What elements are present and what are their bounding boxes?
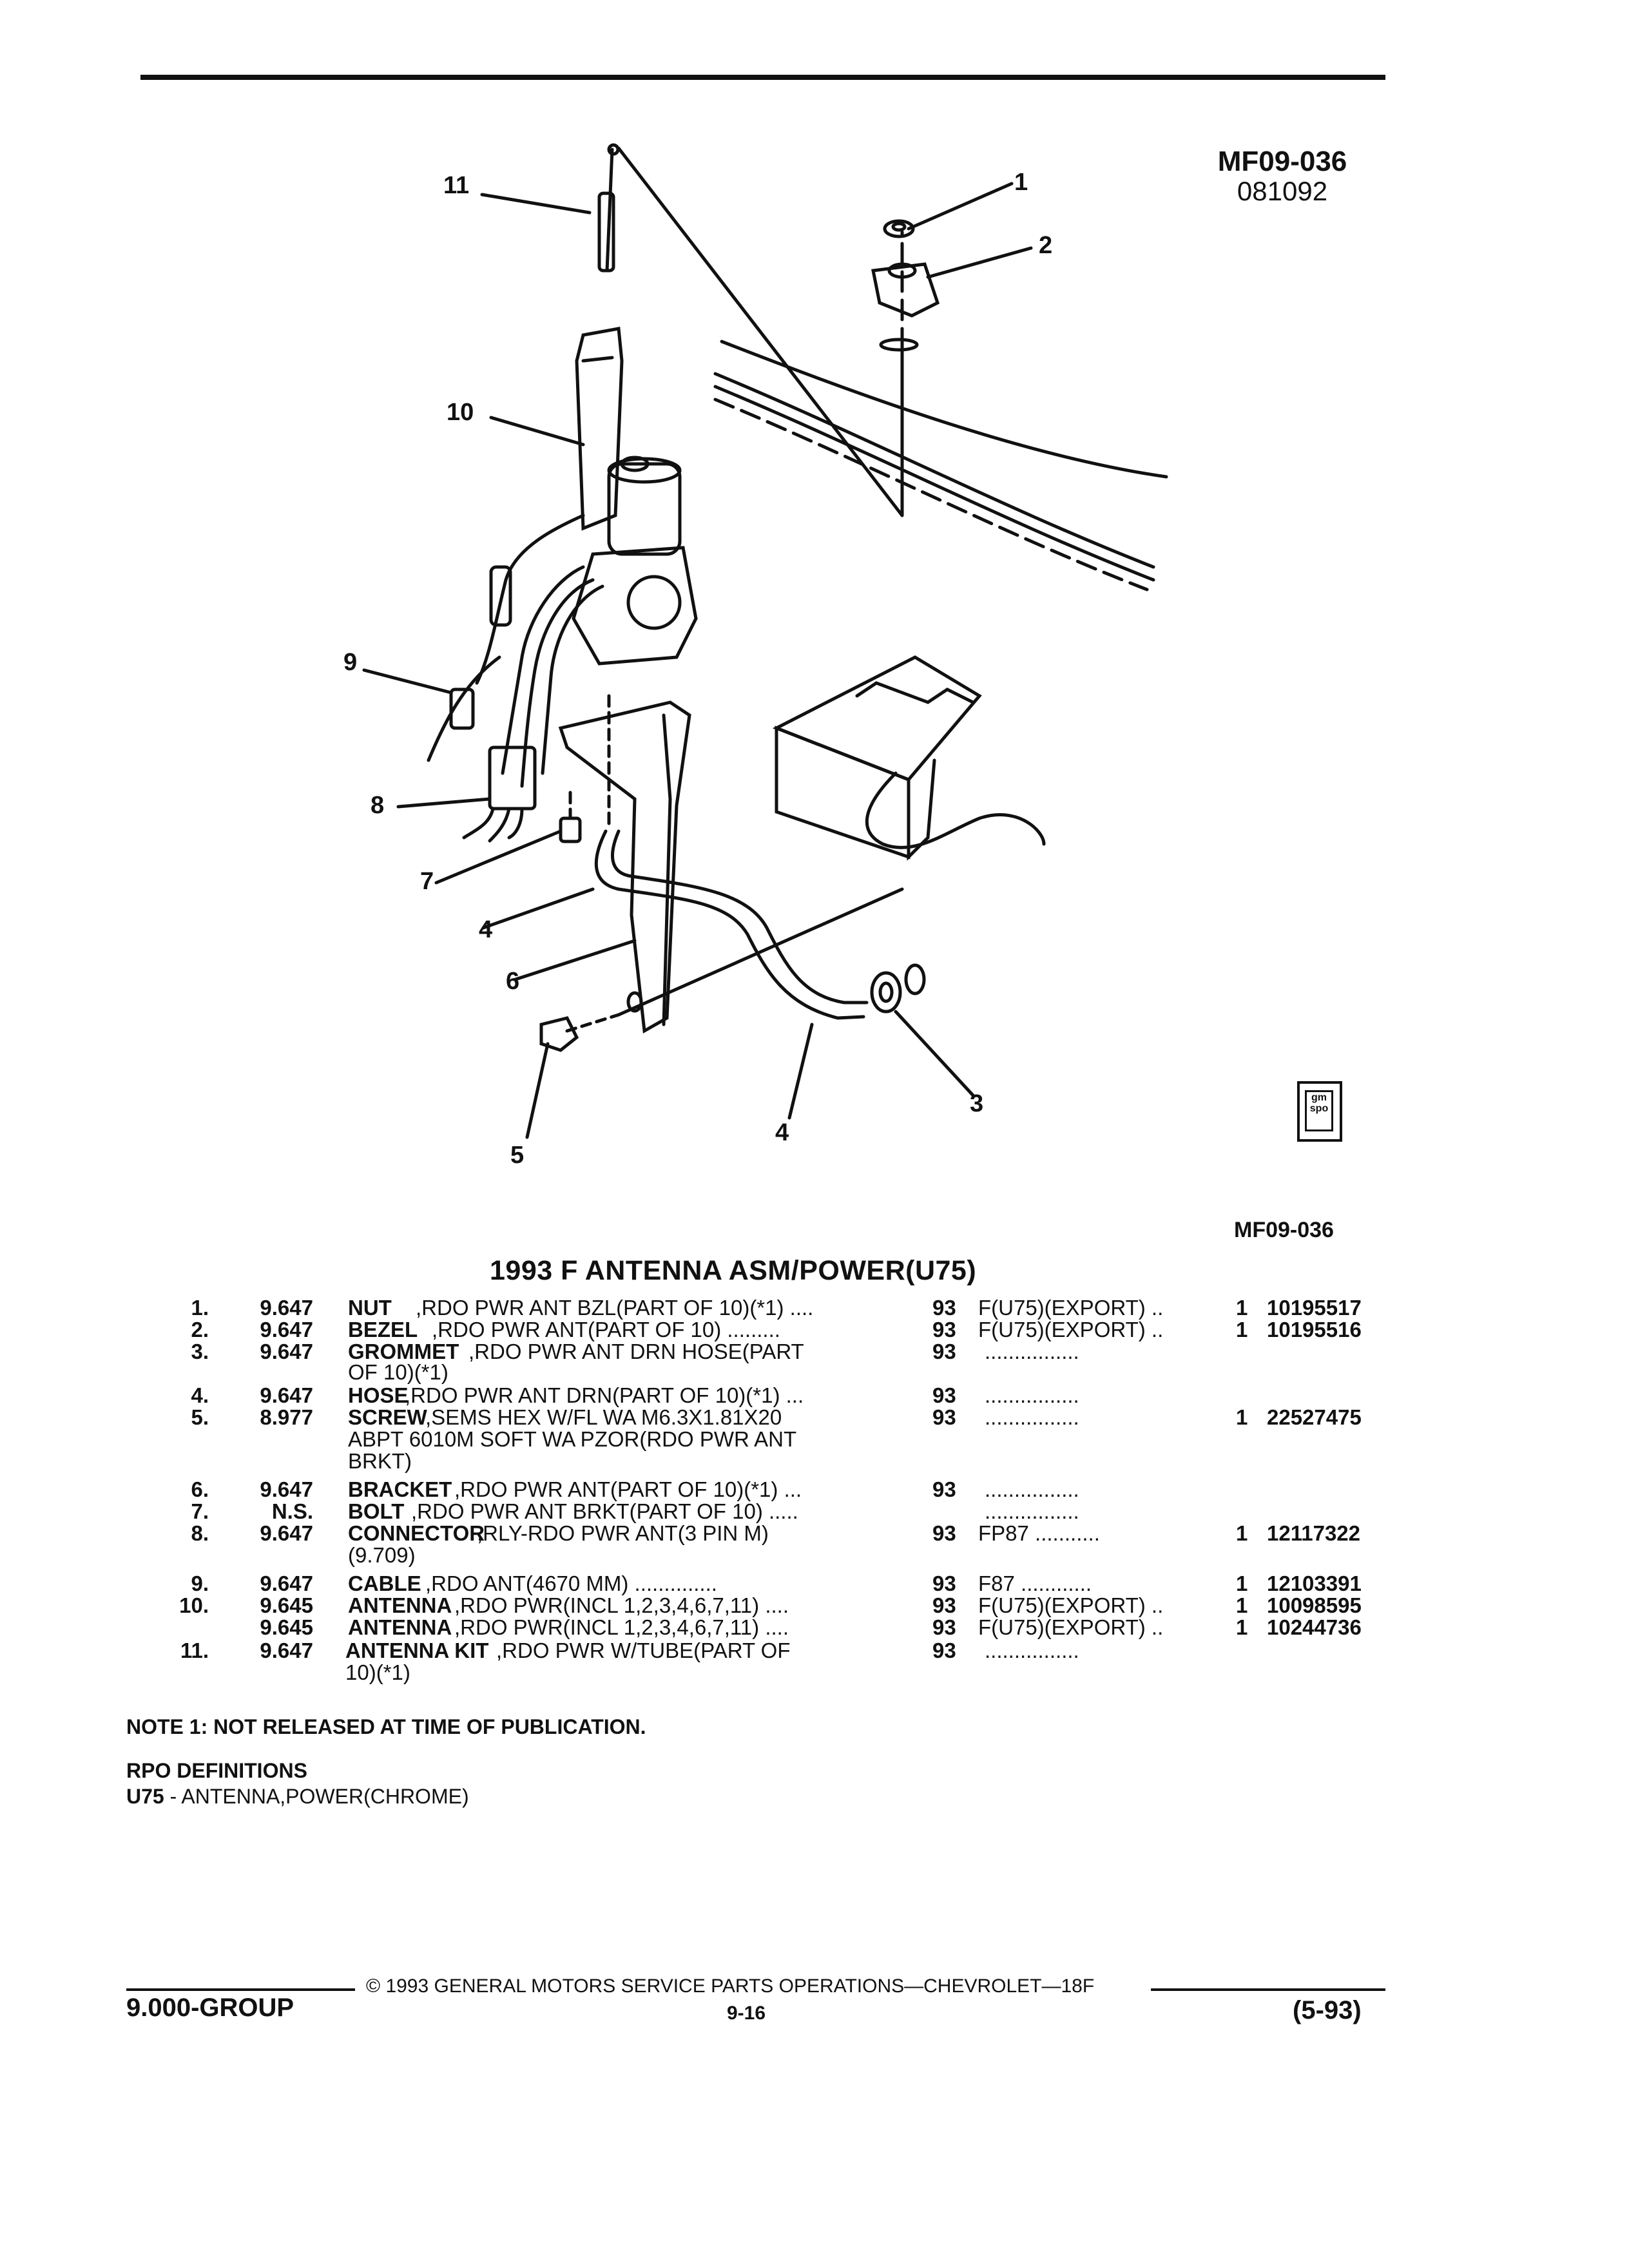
item-number: 3.: [191, 1340, 209, 1363]
part-number: 10244736: [1267, 1615, 1362, 1639]
callout-7: 7: [420, 868, 434, 895]
bezel-2: [873, 264, 938, 316]
group-code: 9.645: [260, 1615, 313, 1639]
callout-2: 2: [1039, 232, 1053, 259]
model-year: 93: [932, 1340, 956, 1363]
item-number: 4.: [191, 1383, 209, 1407]
item-number: 8.: [191, 1521, 209, 1545]
group-code: 9.647: [260, 1318, 313, 1341]
part-description-cont: 10)(*1): [345, 1660, 410, 1684]
part-name: ANTENNA: [348, 1615, 452, 1639]
part-name: BOLT: [348, 1499, 405, 1523]
part-name: ANTENNA KIT: [345, 1639, 489, 1662]
group-code: 9.647: [260, 1477, 313, 1501]
gear-housing: [574, 548, 696, 664]
publication-note: NOTE 1: NOT RELEASED AT TIME OF PUBLICATION.: [126, 1715, 646, 1738]
callout-11: 11: [443, 172, 470, 199]
usage: ................: [985, 1405, 1079, 1429]
rpo-code: U75: [126, 1785, 164, 1808]
part-name: NUT: [348, 1296, 392, 1320]
usage: ................: [985, 1340, 1079, 1363]
part-description: ,RDO PWR ANT DRN HOSE(PART: [468, 1340, 804, 1363]
footer-page-number: 9-16: [727, 2003, 766, 2024]
part-name: CONNECTOR: [348, 1521, 485, 1545]
group-code: 9.647: [260, 1296, 313, 1320]
item-number: 1.: [191, 1296, 209, 1320]
quantity: 1: [1236, 1615, 1248, 1639]
part-name: BEZEL: [348, 1318, 418, 1341]
part-number: 22527475: [1267, 1405, 1362, 1429]
quantity: 1: [1236, 1318, 1248, 1341]
part-description: ,SEMS HEX W/FL WA M6.3X1.81X20: [425, 1405, 782, 1429]
usage: F(U75)(EXPORT) ..: [978, 1296, 1164, 1320]
figure-date-code: 081092: [1237, 176, 1328, 206]
part-number: 12103391: [1267, 1571, 1362, 1595]
part-description-cont: ABPT 6010M SOFT WA PZOR(RDO PWR ANT: [348, 1427, 797, 1451]
item-number: 11.: [180, 1639, 209, 1662]
footer-rule-left: [126, 1988, 355, 1991]
connector-8: [490, 747, 535, 809]
group-code: 9.645: [260, 1593, 313, 1617]
usage: F87 ............: [978, 1571, 1092, 1595]
bracket-6: [561, 702, 689, 1031]
part-description: ,RDO PWR ANT BZL(PART OF 10)(*1) ....: [416, 1296, 814, 1320]
footer-rule-right: [1151, 1988, 1385, 1991]
model-year: 93: [932, 1383, 956, 1407]
gm-spo-logo: [1297, 1081, 1342, 1142]
part-description: ,RDO PWR W/TUBE(PART OF: [496, 1639, 791, 1662]
usage: ................: [985, 1477, 1079, 1501]
quantity: 1: [1236, 1296, 1248, 1320]
usage: F(U75)(EXPORT) ..: [978, 1593, 1164, 1617]
group-code: 8.977: [260, 1405, 313, 1429]
gm-spo-logo-text: gm spo: [1305, 1090, 1333, 1131]
bolt-7: [561, 818, 580, 841]
figure-id: MF09-036: [1217, 146, 1347, 177]
part-name: SCREW: [348, 1405, 427, 1429]
relay-box: [776, 728, 909, 857]
callout-10: 10: [447, 399, 474, 426]
callout-5: 5: [510, 1142, 525, 1169]
model-year: 93: [932, 1615, 956, 1639]
usage: ................: [985, 1383, 1079, 1407]
rpo-definition: [126, 1785, 469, 1809]
quantity: 1: [1236, 1571, 1248, 1595]
part-description: ,RDO PWR(INCL 1,2,3,4,6,7,11) ....: [454, 1593, 789, 1617]
part-description: ,RDO PWR ANT DRN(PART OF 10)(*1) ...: [405, 1383, 804, 1407]
part-number: 10195516: [1267, 1318, 1362, 1341]
model-year: 93: [932, 1296, 956, 1320]
part-description: ,RDO PWR(INCL 1,2,3,4,6,7,11) ....: [454, 1615, 789, 1639]
part-description: ,RDO PWR ANT(PART OF 10)(*1) ...: [454, 1477, 802, 1501]
model-year: 93: [932, 1318, 956, 1341]
part-description: ,RDO ANT(4670 MM) ..............: [425, 1571, 717, 1595]
model-year: 93: [932, 1571, 956, 1595]
footer-group: 9.000-GROUP: [126, 1994, 294, 2022]
item-number: 9.: [191, 1571, 209, 1595]
part-number: 12117322: [1267, 1521, 1361, 1545]
group-code: N.S.: [271, 1499, 313, 1523]
part-description: ,RDO PWR ANT BRKT(PART OF 10) .....: [411, 1499, 798, 1523]
part-description: ,RLY-RDO PWR ANT(3 PIN M): [477, 1521, 769, 1545]
callout-4b: 4: [775, 1119, 789, 1146]
callout-9: 9: [343, 649, 358, 676]
callout-4: 4: [479, 916, 493, 943]
part-name: CABLE: [348, 1571, 421, 1595]
model-year: 93: [932, 1593, 956, 1617]
part-description: ,RDO PWR ANT(PART OF 10) .........: [432, 1318, 780, 1341]
usage: FP87 ...........: [978, 1521, 1100, 1545]
group-code: 9.647: [260, 1571, 313, 1595]
grommet-3: [872, 973, 900, 1012]
usage: ................: [985, 1499, 1079, 1523]
item-number: 10.: [179, 1593, 209, 1617]
footer-date: (5-93): [1293, 1996, 1362, 2024]
item-number: 5.: [191, 1405, 209, 1429]
quantity: 1: [1236, 1405, 1248, 1429]
part-number: 10195517: [1267, 1296, 1362, 1320]
model-year: 93: [932, 1477, 956, 1501]
group-code: 9.647: [260, 1340, 313, 1363]
rpo-definition-text: - ANTENNA,POWER(CHROME): [164, 1785, 469, 1808]
quantity: 1: [1236, 1593, 1248, 1617]
group-code: 9.647: [260, 1383, 313, 1407]
part-description-cont: (9.709): [348, 1543, 416, 1567]
model-year: 93: [932, 1639, 956, 1662]
usage: F(U75)(EXPORT) ..: [978, 1615, 1164, 1639]
parts-list-title: 1993 F ANTENNA ASM/POWER(U75): [490, 1255, 977, 1286]
item-number: 7.: [191, 1499, 209, 1523]
part-name: GROMMET: [348, 1340, 459, 1363]
quantity: 1: [1236, 1521, 1248, 1545]
usage: ................: [985, 1639, 1079, 1662]
antenna-mast: [607, 149, 612, 271]
rpo-heading: RPO DEFINITIONS: [126, 1759, 307, 1782]
item-number: 6.: [191, 1477, 209, 1501]
part-description-cont: BRKT): [348, 1449, 412, 1473]
group-code: 9.647: [260, 1521, 313, 1545]
part-name: HOSE: [348, 1383, 409, 1407]
callout-8: 8: [371, 792, 385, 819]
callout-3: 3: [970, 1090, 984, 1117]
callout-6: 6: [506, 968, 520, 995]
part-description-cont: OF 10)(*1): [348, 1360, 448, 1384]
model-year: 93: [932, 1405, 956, 1429]
footer-copyright: © 1993 GENERAL MOTORS SERVICE PARTS OPERATIONS—CHEVROLET—18F: [366, 1975, 1095, 1997]
model-year: 93: [932, 1521, 956, 1545]
item-number: 2.: [191, 1318, 209, 1341]
callout-1: 1: [1014, 169, 1028, 196]
part-number: 10098595: [1267, 1593, 1362, 1617]
part-name: BRACKET: [348, 1477, 452, 1501]
usage: F(U75)(EXPORT) ..: [978, 1318, 1164, 1341]
figure-id-bottom: MF09-036: [1234, 1218, 1334, 1242]
part-name: ANTENNA: [348, 1593, 452, 1617]
group-code: 9.647: [260, 1639, 313, 1662]
